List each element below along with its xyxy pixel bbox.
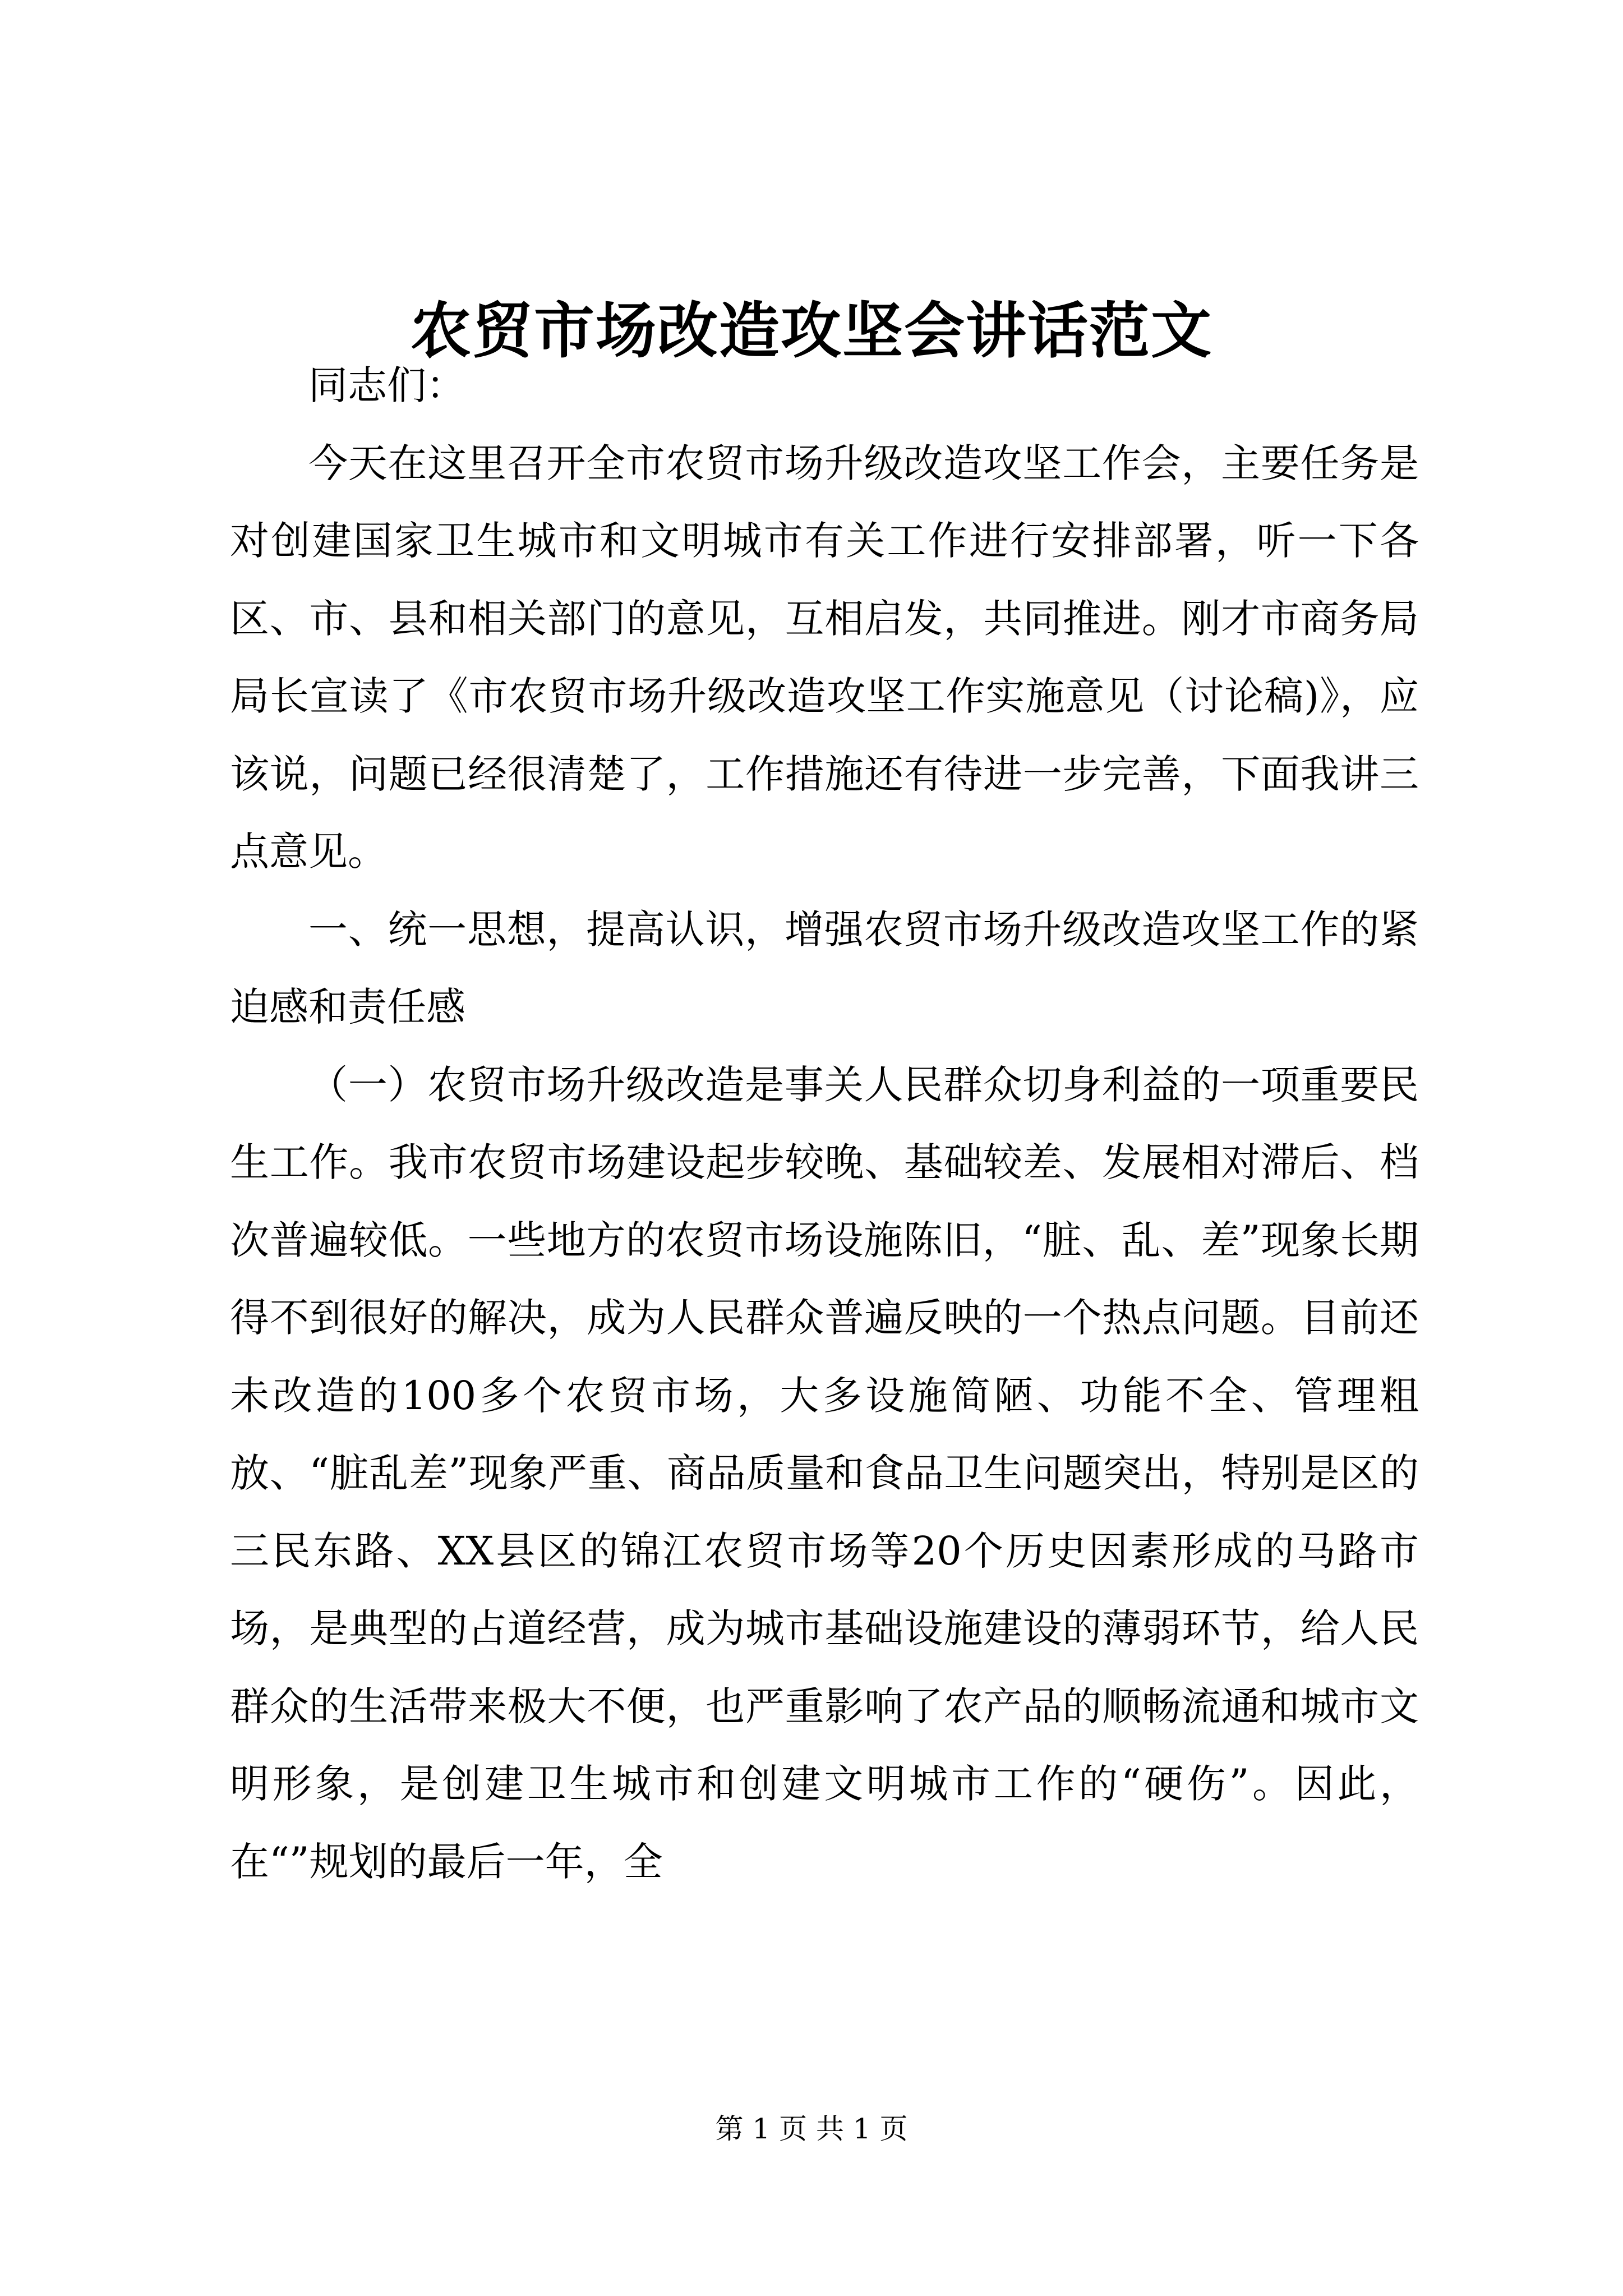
salutation: 同志们：	[308, 362, 465, 408]
document-body	[230, 347, 1419, 1901]
paragraph-intro: 今天在这里召开全市农贸市场升级改造攻坚工作会，主要任务是对创建国家卫生城市和文明城市有关工作进行安排部署，听一下各区、市、县和相关部门的意见，互相启发，共同推进。刚才市商务局局长宣读了《市农贸市场升级改造攻坚工作实施意见（讨论稿)》，应该说，问题已经很清楚了，工作措施还有待进一步完善，下面我讲三点意见。	[230, 440, 1419, 875]
paragraph-subsection-1: （一）农贸市场升级改造是事关人民群众切身利益的一项重要民生工作。我市农贸市场建设起步较晚、基础较差、发展相对滞后、档次普遍较低。一些地方的农贸市场设施陈旧，“脏、乱、差”现象长期得不到很好的解决，成为人民群众普遍反映的一个热点问题。目前还未改造的100多个农贸市场，大多设施简陋、功能不全、管理粗放、“脏乱差”现象严重、商品质量和食品卫生问题突出，特别是区的三民东路、XX县区的锦江农贸市场等20个历史因素形成的马路市场，是典型的占道经营，成为城市基础设施建设的薄弱环节，给人民群众的生活带来极大不便，也严重影响了农产品的顺畅流通和城市文明形象，是创建卫生城市和创建文明城市工作的“硬伤”。因此，在“”规划的最后一年，全	[230, 1061, 1419, 1885]
page-footer: 第 1 页 共 1 页	[715, 2113, 908, 2145]
document-title: 农贸市场改造攻坚会讲话范文	[410, 296, 1212, 366]
section-heading-1: 一、统一思想，提高认识，增强农贸市场升级改造攻坚工作的紧迫感和责任感	[230, 906, 1419, 1030]
